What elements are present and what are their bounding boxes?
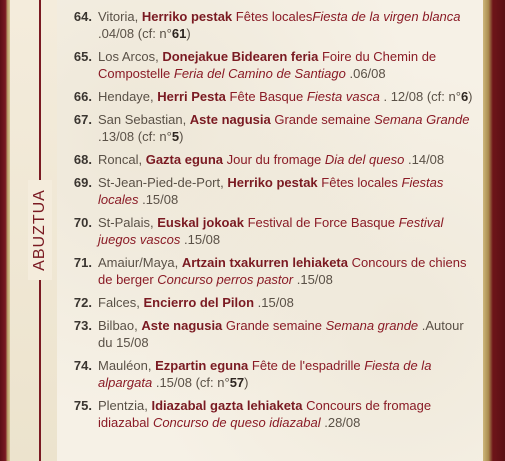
entry-event-name: Gazta eguna [145, 152, 223, 167]
entry-french-name: Concours de chiens de berger [98, 255, 467, 287]
event-entry [57, 88, 483, 105]
entry-body [98, 254, 478, 288]
entry-city: Los Arcos, [98, 49, 163, 64]
entry-date: .28/08 [320, 415, 361, 430]
entry-spanish-name: Semana grande [325, 318, 419, 333]
month-label: ABUZTUA [31, 189, 49, 271]
event-entry [57, 48, 483, 82]
month-label-box [28, 180, 52, 280]
entry-date: .15/08 [180, 232, 221, 247]
entry-body [98, 214, 478, 248]
entry-body [98, 8, 478, 42]
entry-french-name: Concours de fromage idiazabal [98, 398, 432, 430]
entry-event-name: Encierro del Pilon [143, 295, 255, 310]
entry-date: .15/08 [254, 295, 294, 310]
entry-reference-number: 6 [460, 89, 469, 104]
entry-spanish-name: Concurso perros pastor [157, 272, 294, 287]
entry-date: .15/08 [293, 272, 333, 287]
entry-french-name: Fêtes locales [317, 175, 402, 190]
entry-spanish-name: Fiestas locales [98, 175, 444, 207]
events-panel [57, 0, 483, 461]
entry-event-name: Aste nagusia [141, 318, 223, 333]
entry-city: Hendaye, [98, 89, 158, 104]
entry-number: 72. [73, 295, 92, 310]
event-entry [57, 294, 483, 311]
entry-date: .15/08 [138, 192, 179, 207]
entry-date: .Autour du 15/08 [98, 318, 464, 350]
event-entry [57, 254, 483, 288]
entry-spanish-name: Semana Grande [374, 112, 470, 127]
event-entry [57, 214, 483, 248]
entry-city: Vitoria, [98, 9, 142, 24]
entry-spanish-name: Dia del queso [324, 152, 405, 167]
entry-french-name: Fête de l'espadrille [248, 358, 365, 373]
event-entry [57, 151, 483, 168]
event-entry [57, 8, 483, 42]
right-frame-border [483, 0, 505, 461]
entry-french-name: Festival de Force Basque [243, 215, 399, 230]
entry-city: Plentzia, [98, 398, 152, 413]
entry-reference-close: ) [179, 129, 184, 144]
entry-spanish-name: Fiesta de la alpargata [98, 358, 432, 390]
entry-city: St-Palais, [98, 215, 158, 230]
entry-spanish-name: Feria del Camino de Santiago [173, 66, 346, 81]
entry-french-name: Fêtes locales [232, 9, 313, 24]
entry-spanish-name: Festival juegos vascos [98, 215, 444, 247]
entry-spanish-name: Concurso de queso idiazabal [152, 415, 321, 430]
entry-city: Mauléon, [98, 358, 156, 373]
entry-french-name: Foire du Chemin de Compostelle [98, 49, 437, 81]
entry-date: .15/08 (cf: n° [152, 375, 230, 390]
entry-body [98, 317, 478, 351]
entry-french-name: Grande semaine [270, 112, 375, 127]
left-frame-border [0, 0, 10, 461]
entry-french-name: Grande semaine [222, 318, 326, 333]
entry-number: 70. [73, 215, 92, 230]
month-sidebar [10, 0, 58, 461]
entry-number: 65. [73, 49, 92, 64]
entry-body [98, 48, 478, 82]
entry-event-name: Ezpartin eguna [155, 358, 249, 373]
entry-event-name: Aste nagusia [189, 112, 271, 127]
entry-spanish-name: Fiesta vasca [306, 89, 380, 104]
entry-body [98, 294, 478, 311]
entry-number: 73. [73, 318, 92, 333]
entry-event-name: Idiazabal gazta lehiaketa [151, 398, 303, 413]
entry-body [98, 151, 478, 168]
entry-event-name: Herriko pestak [141, 9, 233, 24]
entry-french-name: Jour du fromage [223, 152, 325, 167]
entry-body [98, 88, 478, 105]
entry-city: San Sebastian, [98, 112, 190, 127]
entry-city: Falces, [98, 295, 144, 310]
entry-body [98, 174, 478, 208]
entry-date: .04/08 (cf: n° [98, 26, 172, 41]
entry-reference-number: 5 [171, 129, 180, 144]
entry-number: 75. [73, 398, 92, 413]
entry-body [98, 357, 478, 391]
entry-date: .14/08 [404, 152, 445, 167]
entry-date: .06/08 [345, 66, 386, 81]
event-entry [57, 317, 483, 351]
entry-date: .13/08 (cf: n° [98, 129, 172, 144]
entry-event-name: Euskal jokoak [157, 215, 244, 230]
entry-city: Bilbao, [98, 318, 142, 333]
event-entry [57, 357, 483, 391]
entry-number: 71. [73, 255, 92, 270]
entry-body [98, 111, 478, 145]
entry-reference-number: 57 [229, 375, 245, 390]
entry-event-name: Herri Pesta [157, 89, 226, 104]
entry-number: 69. [73, 175, 92, 190]
entry-event-name: Herriko pestak [227, 175, 318, 190]
entry-city: St-Jean-Pied-de-Port, [98, 175, 228, 190]
entry-event-name: Artzain txakurren lehiaketa [181, 255, 348, 270]
entry-event-name: Donejakue Bidearen feria [162, 49, 319, 64]
entry-french-name: Fête Basque [225, 89, 307, 104]
entry-number: 64. [73, 9, 92, 24]
entry-reference-close: ) [186, 26, 191, 41]
event-entry [57, 397, 483, 431]
entry-body [98, 397, 478, 431]
event-entry [57, 174, 483, 208]
entry-reference-close: ) [468, 89, 473, 104]
entry-number: 68. [73, 152, 92, 167]
events-list [57, 8, 483, 437]
entry-date: . 12/08 (cf: n° [379, 89, 461, 104]
entry-number: 67. [73, 112, 92, 127]
entry-reference-close: ) [244, 375, 249, 390]
event-entry [57, 111, 483, 145]
entry-number: 66. [73, 89, 92, 104]
entry-city: Amaiur/Maya, [98, 255, 182, 270]
entry-number: 74. [73, 358, 92, 373]
entry-spanish-name: Fiesta de la virgen blanca [312, 9, 461, 24]
entry-reference-number: 61 [171, 26, 187, 41]
entry-city: Roncal, [98, 152, 146, 167]
